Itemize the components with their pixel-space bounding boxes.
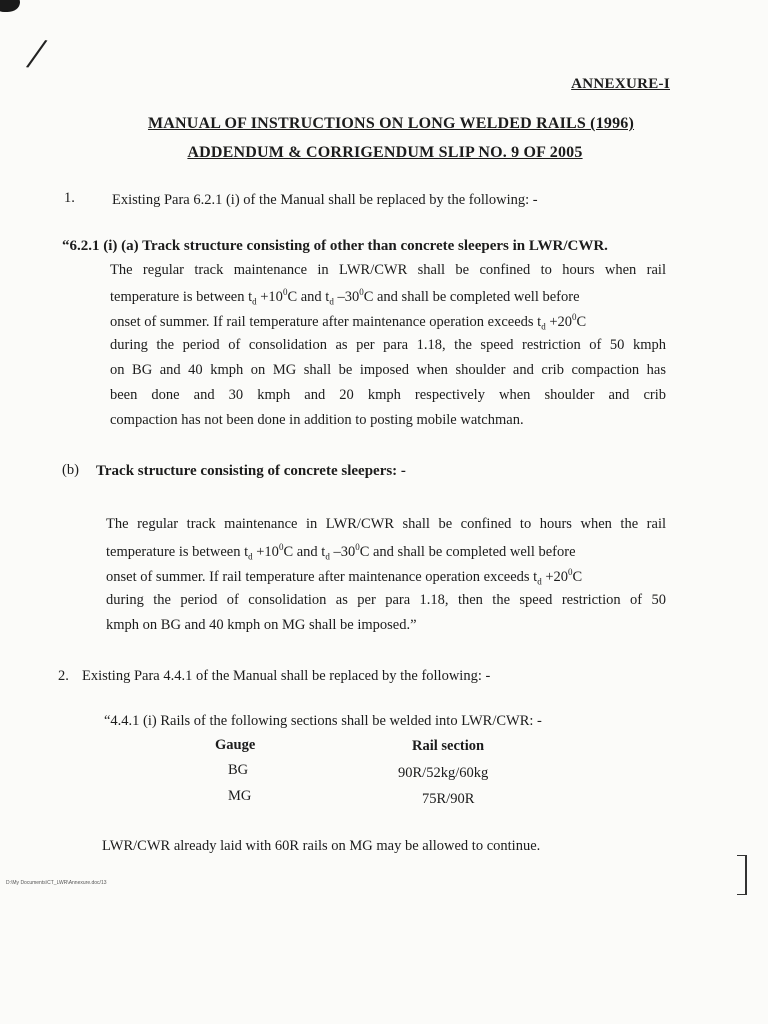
para-b-heading: Track structure consisting of concrete sleepers: -: [96, 463, 406, 479]
para-b-line-3: onset of summer. If rail temperature after maintenance operation exceeds $t_d +20^0C$: [106, 567, 583, 587]
annexure-label: ANNEXURE-I: [571, 76, 670, 92]
item-1-text: Existing Para 6.2.1 (i) of the Manual shall be replaced by the following: -: [112, 192, 538, 208]
para-a-heading: “6.2.1 (i) (a) Track structure consisting of other than concrete sleepers in LWR/CWR.: [62, 238, 608, 254]
para-a-line-3: onset of summer. If rail temperature after maintenance operation exceeds $t_d +20^0C$: [110, 312, 587, 332]
para-b-line-5: kmph on BG and 40 kmph on MG shall be imposed.”: [106, 617, 417, 633]
para-a-line-2-start: temperature is between $t_d +10^0C$ and $t_d$ $-30^0C$ and shall be completed well before: [110, 287, 580, 307]
para-a-line-6: been done and 30 kmph and 20 kmph respectively when shoulder and crib: [110, 387, 666, 403]
para-a-line-4: during the period of consolidation as per para 1.18, the speed restriction of 50 kmph: [110, 337, 666, 353]
handwritten-bracket-mark: [737, 855, 747, 895]
para-a-line-7: compaction has not been done in addition to posting mobile watchman.: [110, 412, 524, 428]
para-a-line-5: on BG and 40 kmph on MG shall be imposed when shoulder and crib compaction has: [110, 362, 666, 378]
item-2-sub-para: “4.4.1 (i) Rails of the following sections shall be welded into LWR/CWR: -: [104, 713, 542, 729]
table-row-2-rail-section: 75R/90R: [422, 791, 475, 807]
table-row-1-gauge: BG: [228, 762, 249, 778]
footer-file-path: D:\My Documents\CT_LWR\Annexure.doc/13: [6, 880, 107, 886]
table-header-rail-section: Rail section: [412, 738, 485, 754]
item-2-text: Existing Para 4.4.1 of the Manual shall be replaced by the following: -: [82, 668, 491, 684]
table-header-gauge: Gauge: [215, 737, 256, 753]
para-b-line-4: during the period of consolidation as per para 1.18, then the speed restriction of 50: [106, 592, 666, 608]
para-a-line-2: [110, 287, 666, 307]
table-row-2-gauge: MG: [228, 788, 252, 804]
para-b-label: (b): [62, 462, 79, 478]
para-a-line-1: The regular track maintenance in LWR/CWR shall be confined to hours when rail: [110, 262, 666, 278]
para-b-line-1: The regular track maintenance in LWR/CWR shall be confined to hours when the rail: [106, 516, 666, 532]
handwritten-slash-mark: /: [26, 28, 46, 79]
para-b-line-2-start: temperature is between $t_d +10^0C$ and $t_d$ $-30^0C$ and shall be completed well before: [106, 542, 576, 562]
item-2-closing-text: LWR/CWR already laid with 60R rails on MG may be allowed to continue.: [102, 838, 541, 854]
ink-blot-mark: [0, 0, 20, 12]
item-2-number: 2.: [58, 668, 69, 684]
table-row-1-rail-section: 90R/52kg/60kg: [398, 765, 489, 781]
item-1-number: 1.: [64, 190, 75, 206]
document-subtitle: ADDENDUM & CORRIGENDUM SLIP NO. 9 OF 2005: [187, 144, 583, 161]
document-title: MANUAL OF INSTRUCTIONS ON LONG WELDED RAILS (1996): [147, 115, 635, 132]
para-b-line-2: [106, 542, 666, 562]
